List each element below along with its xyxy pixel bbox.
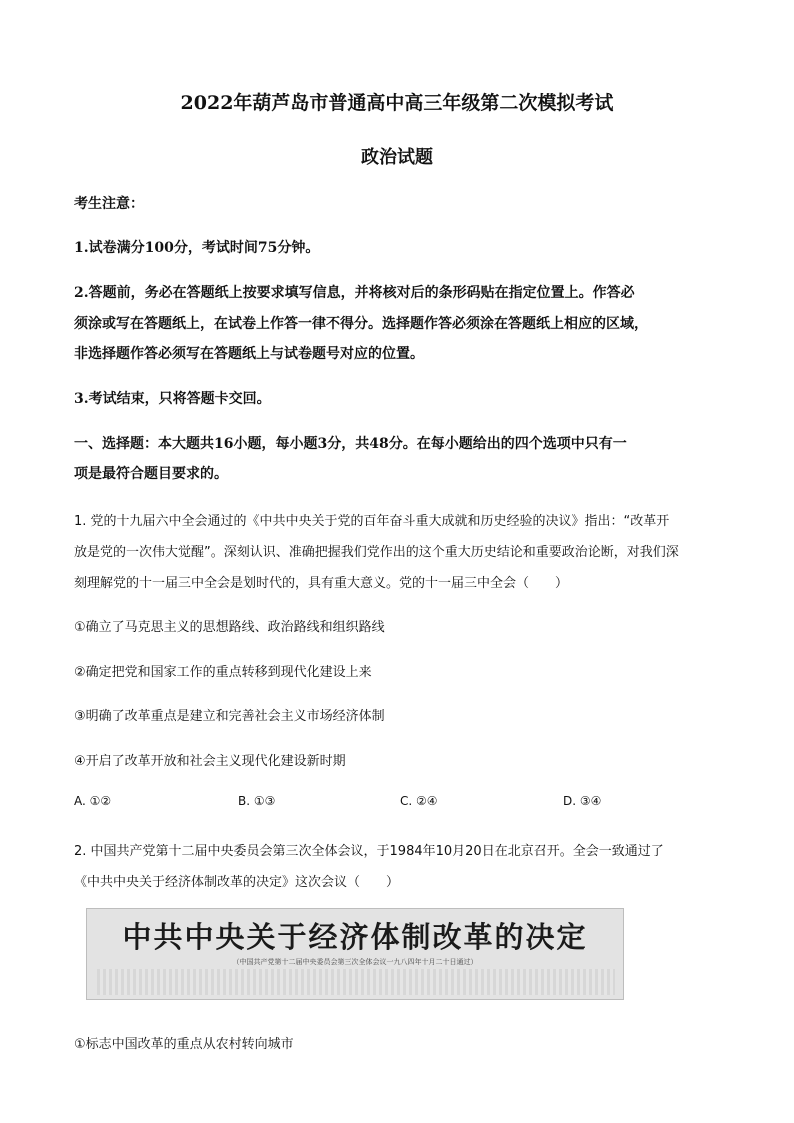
notice-item-1: 1.试卷满分100分，考试时间75分钟。	[74, 240, 320, 256]
question-1-statement-4: ④开启了改革开放和社会主义现代化建设新时期	[74, 754, 346, 769]
notice-item-2-line-1: 2.答题前，务必在答题纸上按要求填写信息，并将核对后的条形码贴在指定位置上。作答必	[74, 285, 635, 301]
question-1-line-3: 刻理解党的十一届三中全会是划时代的，具有重大意义。党的十一届三中全会（ ）	[74, 576, 569, 591]
section-heading-line-1: 一、选择题：本大题共16小题，每小题3分，共48分。在每小题给出的四个选项中只有一	[74, 436, 627, 452]
option-c[interactable]: C. ②④	[400, 794, 438, 808]
question-1-line-1: 1. 党的十九届六中全会通过的《中共中央关于党的百年奋斗重大成就和历史经验的决议》指出：“改革开	[74, 514, 670, 529]
option-b[interactable]: B. ①③	[238, 794, 276, 808]
question-1-options	[74, 794, 734, 814]
question-1-line-2: 放是党的一次伟大觉醒”。深刻认识、准确把握我们党作出的这个重大历史结论和重要政治论断，对我们深	[74, 545, 679, 560]
question-1-statement-2: ②确定把党和国家工作的重点转移到现代化建设上来	[74, 665, 372, 680]
headline-title: 中共中央关于经济体制改革的决定	[122, 920, 588, 954]
notice-item-3: 3.考试结束，只将答题卡交回。	[74, 391, 271, 407]
notice-item-2-line-3: 非选择题作答必须写在答题纸上与试卷题号对应的位置。	[74, 346, 424, 362]
newspaper-headline-image	[86, 908, 624, 1000]
notice-item-2-line-2: 须涂或写在答题纸上，在试卷上作答一律不得分。选择题作答必须涂在答题纸上相应的区域，	[74, 316, 648, 332]
section-heading-line-2: 项是最符合题目要求的。	[74, 466, 228, 482]
notice-heading: 考生注意：	[74, 196, 144, 212]
option-d[interactable]: D. ③④	[563, 794, 602, 808]
question-1-statement-1: ①确立了马克思主义的思想路线、政治路线和组织路线	[74, 620, 385, 635]
newsprint-texture	[97, 969, 615, 995]
question-2-line-2: 《中共中央关于经济体制改革的决定》这次会议（ ）	[74, 875, 400, 890]
question-2-line-1: 2. 中国共产党第十二届中央委员会第三次全体会议，于1984年10月20日在北京召开。全会一致通过了	[74, 844, 664, 859]
option-a[interactable]: A. ①②	[74, 794, 112, 808]
question-1-statement-3: ③明确了改革重点是建立和完善社会主义市场经济体制	[74, 709, 385, 724]
question-2-statement-1: ①标志中国改革的重点从农村转向城市	[74, 1037, 294, 1052]
exam-subject: 政治试题	[361, 147, 433, 168]
exam-title: 2022年葫芦岛市普通高中高三年级第二次模拟考试	[180, 92, 614, 114]
headline-subtitle: （中国共产党第十二届中央委员会第三次全体会议一九八四年十月二十日通过）	[232, 958, 478, 966]
